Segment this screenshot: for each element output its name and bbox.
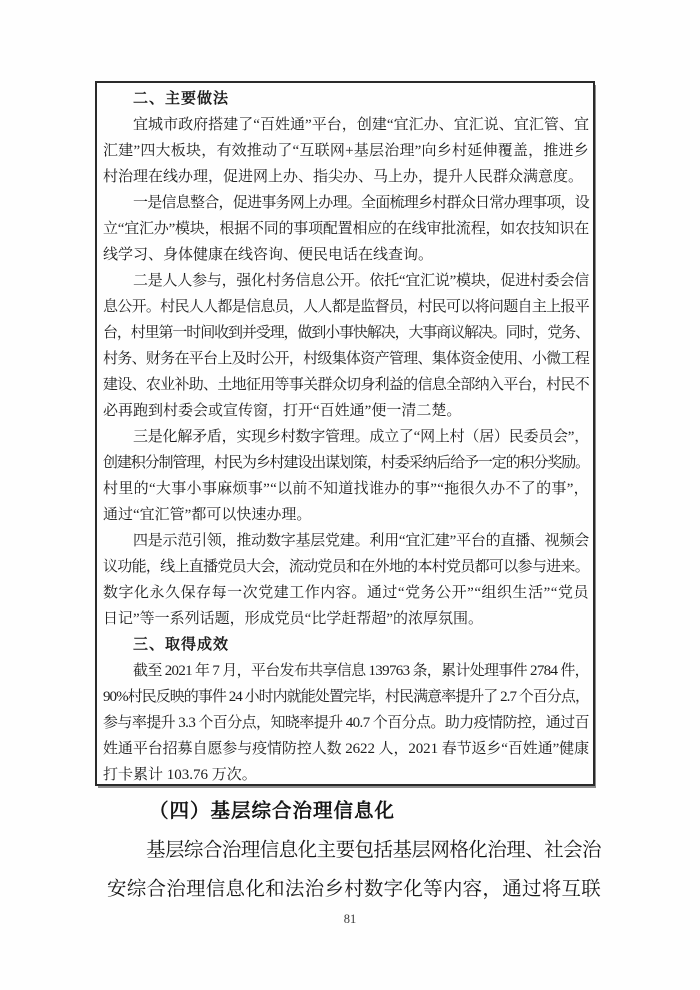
section-four	[107, 792, 601, 909]
section-heading: 二、主要做法	[133, 91, 230, 107]
text-line: 村务、财务在平台上及时公开，村级集体资产管理、集体资金使用、小微工程	[103, 351, 589, 367]
text-line: 汇建”四大板块，有效推动了“互联网+基层治理”向乡村延伸覆盖，推进乡	[103, 143, 589, 159]
text-line: 一是信息整合，促进事务网上办理。全面梳理乡村群众日常办理事项，设	[133, 195, 589, 211]
text-line: 参与率提升 3.3 个百分点，知晓率提升 40.7 个百分点。助力疫情防控，通过百	[103, 715, 589, 731]
text-line: 村治理在线办理，促进网上办、指尖办、马上办，提升人民群众满意度。	[103, 169, 584, 185]
text-line: 姓通平台招募自愿参与疫情防控人数 2622 人，2021 春节返乡“百姓通”健康	[103, 741, 589, 757]
text-line: 三是化解矛盾，实现乡村数字管理。成立了“网上村（居）民委员会”，	[133, 429, 589, 445]
text-line: 通过“宜汇管”都可以快速办理。	[103, 507, 312, 523]
text-line: 宜城市政府搭建了“百姓通”平台，创建“宜汇办、宜汇说、宜汇管、宜	[133, 117, 589, 133]
text-line: 必再跑到村委会或宣传窗，打开“百姓通”便一清二楚。	[103, 403, 462, 419]
bordered-text-box	[95, 81, 595, 786]
text-line: 打卡累计 103.76 万次。	[103, 767, 257, 783]
text-line: 立“宜汇办”模块，根据不同的事项配置相应的在线审批流程，如农技知识在	[103, 221, 589, 237]
text-line: 议功能，线上直播党员大会，流动党员和在外地的本村党员都可以参与进来。	[103, 559, 589, 575]
text-line: 日记”等一系列话题，形成党员“比学赶帮超”的浓厚氛围。	[103, 611, 483, 627]
text-line: 线学习、身体健康在线咨询、便民电话在线查询。	[103, 247, 434, 263]
text-line: 台，村里第一时间收到并受理，做到小事快解决，大事商议解决。同时，党务、	[103, 325, 589, 341]
section-four-heading: （四）基层综合治理信息化	[149, 801, 396, 822]
page-number: 81	[343, 912, 357, 926]
text-line: 二是人人参与，强化村务信息公开。依托“宜汇说”模块，促进村委会信	[133, 273, 589, 289]
text-line: 截至 2021 年 7 月，平台发布共享信息 139763 条，累计处理事件 2784 件，	[133, 663, 589, 679]
text-line: 村里的“大事小事麻烦事”“以前不知道找谁办的事”“拖很久办不了的事”，	[103, 481, 589, 497]
text-line: 基层综合治理信息化主要包括基层网格化治理、社会治	[146, 840, 601, 861]
text-line: 90%村民反映的事件 24 小时内就能处置完毕，村民满意率提升了 2.7 个百分点，	[103, 689, 589, 705]
section-heading: 三、取得成效	[133, 637, 230, 653]
text-line: 安综合治理信息化和法治乡村数字化等内容，通过将互联	[107, 879, 601, 900]
text-line: 四是示范引领，推动数字基层党建。利用“宜汇建”平台的直播、视频会	[133, 533, 589, 549]
text-line: 息公开。村民人人都是信息员，人人都是监督员，村民可以将问题自主上报平	[103, 299, 589, 315]
text-line: 创建积分制管理，村民为乡村建设出谋划策，村委采纳后给予一定的积分奖励。	[103, 455, 589, 471]
text-line: 建设、农业补助、土地征用等事关群众切身利益的信息全部纳入平台，村民不	[103, 377, 589, 393]
text-line: 数字化永久保存每一次党建工作内容。通过“党务公开”“组织生活”“党员	[103, 585, 589, 601]
